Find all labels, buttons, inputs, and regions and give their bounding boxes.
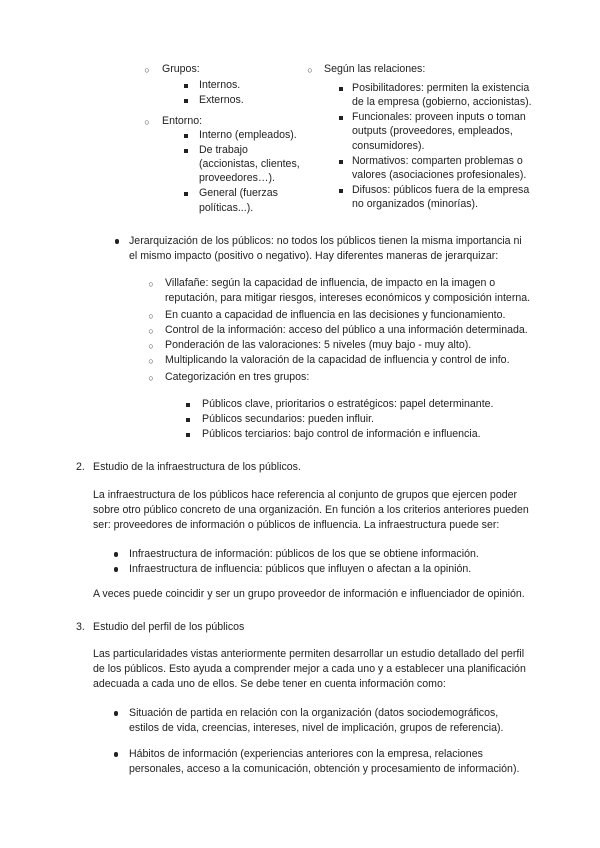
square-bullet-icon [184, 412, 192, 427]
bullet-icon [112, 706, 120, 721]
hollow-bullet-icon: ○ [148, 325, 154, 336]
list-item-line: personales, acceso a la comunicación, obtención y procesamiento de información). [129, 763, 520, 775]
jerarquizacion-text: el mismo impacto (positivo o negativo). Hay diferentes maneras de jerarquizar: [129, 250, 499, 262]
paragraph-line: ser: proveedores de información o públicos de influencia. La infraestructura puede ser: [93, 519, 500, 531]
entorno-item: De trabajo [199, 144, 248, 156]
relaciones-item-line: valores (asociaciones profesionales). [352, 169, 527, 181]
hollow-bullet-icon: ○ [148, 310, 154, 321]
section-heading: Estudio de la infraestructura de los públicos. [93, 461, 301, 473]
relaciones-item-line: outputs (proveedores, empleados, [352, 125, 513, 137]
relaciones-item: Posibilitadores: permiten la existencia [352, 82, 530, 94]
paragraph-line: La infraestructura de los públicos hace referencia al conjunto de grupos que ejercen poder [93, 489, 518, 501]
paragraph-line: adecuada a cada uno de ellos. Se debe tener en cuenta información como: [93, 678, 446, 690]
square-bullet-icon [337, 183, 345, 198]
bullet-icon [112, 562, 120, 577]
entorno-item: General (fuerzas [199, 187, 278, 199]
jerarquia-item: Categorización en tres grupos: [165, 371, 310, 383]
hollow-bullet-icon: ○ [148, 340, 154, 351]
relaciones-title: Según las relaciones: [324, 63, 426, 75]
categoria-item: Públicos clave, prioritarios o estratégicos: papel determinante. [202, 398, 494, 410]
square-bullet-icon [182, 186, 190, 201]
entorno-item-line: proveedores…). [199, 172, 275, 184]
relaciones-item-line: de la empresa (gobierno, accionistas). [352, 96, 532, 108]
hollow-bullet-icon: ○ [144, 64, 150, 75]
square-bullet-icon [182, 93, 190, 108]
list-item: Infraestructura de información: públicos de los que se obtiene información. [129, 548, 479, 560]
square-bullet-icon [337, 110, 345, 125]
entorno-title: Entorno: [162, 115, 203, 127]
list-item: Situación de partida en relación con la organización (datos sociodemográficos, [129, 707, 499, 719]
bullet-icon [112, 547, 120, 562]
hollow-bullet-icon: ○ [144, 116, 150, 127]
relaciones-item: Difusos: públicos fuera de la empresa [352, 184, 530, 196]
relaciones-item: Normativos: comparten problemas o [352, 155, 523, 167]
paragraph-line: sobre otro público concreto de una organización. En función a los criterios anteriores pueden [93, 504, 529, 516]
square-bullet-icon [184, 397, 192, 412]
entorno-item-line: (accionistas, clientes, [199, 158, 300, 170]
section-number: 3. [76, 621, 85, 633]
groups-item: Internos. [199, 79, 241, 91]
square-bullet-icon [182, 78, 190, 93]
list-item-line: estilos de vida, creencias, intereses, nivel de implicación, grupos de referencia). [129, 722, 504, 734]
section-number: 2. [76, 461, 85, 473]
list-item: Hábitos de información (experiencias anteriores con la empresa, relaciones [129, 748, 483, 760]
categoria-item: Públicos terciarios: bajo control de información e influencia. [202, 428, 481, 440]
paragraph-line: Las particularidades vistas anteriormente permiten desarrollar un estudio detallado del perfil [93, 648, 525, 660]
groups-title: Grupos: [162, 63, 200, 75]
bullet-icon [113, 234, 121, 249]
relaciones-item-line: consumidores). [352, 140, 425, 152]
groups-item: Externos. [199, 94, 244, 106]
jerarquia-item: Villafañe: según la capacidad de influencia, de impacto en la imagen o [165, 277, 496, 289]
list-item: Infraestructura de influencia: públicos que influyen o afectan a la opinión. [129, 563, 472, 575]
square-bullet-icon [182, 143, 190, 158]
bullet-icon [112, 747, 120, 762]
section-heading: Estudio del perfil de los públicos [93, 621, 245, 633]
relaciones-item: Funcionales: proveen inputs o toman [352, 111, 526, 123]
square-bullet-icon [337, 154, 345, 169]
jerarquizacion-text: Jerarquización de los públicos: no todos los públicos tienen la misma importancia ni [129, 235, 522, 247]
jerarquia-item: En cuanto a capacidad de influencia en las decisiones y funcionamiento. [165, 309, 506, 321]
square-bullet-icon [184, 427, 192, 442]
entorno-item: Interno (empleados). [199, 129, 297, 141]
hollow-bullet-icon: ○ [148, 278, 154, 289]
jerarquia-item: Multiplicando la valoración de la capacidad de influencia y control de info. [165, 354, 510, 366]
hollow-bullet-icon: ○ [307, 64, 313, 75]
jerarquia-item: Control de la información: acceso del público a una información determinada. [165, 324, 528, 336]
jerarquia-item-line: reputación, para mitigar riesgos, intereses económicos y composición interna. [165, 292, 531, 304]
square-bullet-icon [337, 81, 345, 96]
hollow-bullet-icon: ○ [148, 372, 154, 383]
hollow-bullet-icon: ○ [148, 355, 154, 366]
square-bullet-icon [182, 128, 190, 143]
jerarquia-item: Ponderación de las valoraciones: 5 niveles (muy bajo - muy alto). [165, 339, 472, 351]
entorno-item-line: políticas...). [199, 202, 254, 214]
categoria-item: Públicos secundarios: pueden influir. [202, 413, 374, 425]
paragraph-line: A veces puede coincidir y ser un grupo proveedor de información e influenciador de opinión. [93, 588, 525, 600]
relaciones-item-line: no organizados (minorías). [352, 198, 479, 210]
paragraph-line: de los públicos. Esto ayuda a comprender mejor a cada uno y a establecer una planificación [93, 663, 526, 675]
